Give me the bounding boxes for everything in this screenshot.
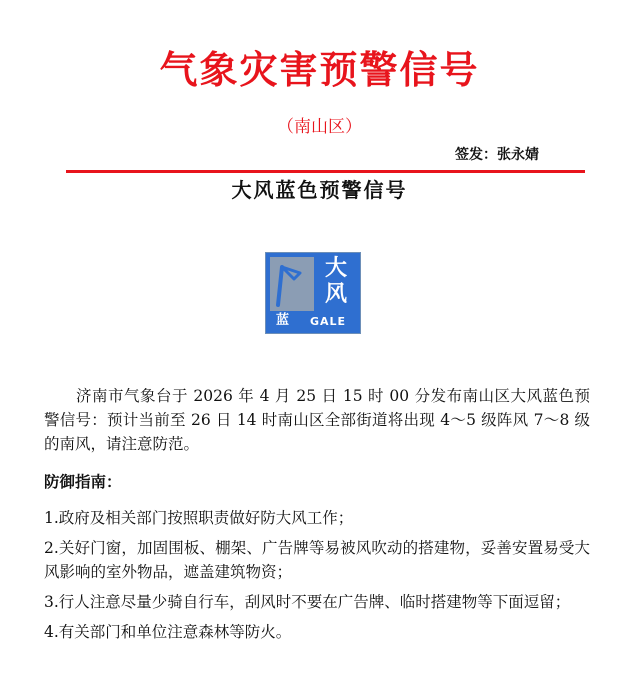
guide-title: 防御指南： bbox=[44, 472, 122, 491]
windsock-icon bbox=[270, 257, 314, 311]
guide-item: 1.政府及相关部门按照职责做好防大风工作； bbox=[44, 509, 354, 527]
guide-list bbox=[44, 506, 590, 650]
signal-char-feng: 风 bbox=[324, 282, 347, 307]
gale-blue-signal-icon bbox=[265, 252, 361, 334]
signer-label: 签发：张永婧 bbox=[455, 147, 539, 163]
red-divider bbox=[66, 170, 585, 173]
signal-label-gale: GALE bbox=[310, 315, 347, 328]
warning-paragraph: 济南市气象台于 2026 年 4 月 25 日 15 时 00 分发布南山区大风蓝色预警信号：预计当前至 26 日 14 时南山区全部街道将出现 4～5 级阵风 7～8 级的南风，请注意防范。 bbox=[44, 387, 590, 453]
guide-item: 2.关好门窗，加固围板、棚架、广告牌等易被风吹动的搭建物，妥善安置易受大风影响的室外物品，遮盖建筑物资； bbox=[44, 539, 590, 581]
district-label: （南山区） bbox=[277, 117, 362, 137]
document-title: 气象灾害预警信号 bbox=[159, 48, 480, 92]
flag-panel bbox=[270, 257, 314, 311]
guide-item: 3.行人注意尽量少骑自行车，刮风时不要在广告牌、临时搭建物等下面逗留； bbox=[44, 593, 571, 611]
guide-item: 4.有关部门和单位注意森林等防火。 bbox=[44, 623, 292, 641]
signal-char-da: 大 bbox=[324, 256, 347, 281]
warning-subtitle: 大风蓝色预警信号 bbox=[231, 178, 408, 202]
signal-level-char: 蓝 bbox=[276, 313, 290, 328]
